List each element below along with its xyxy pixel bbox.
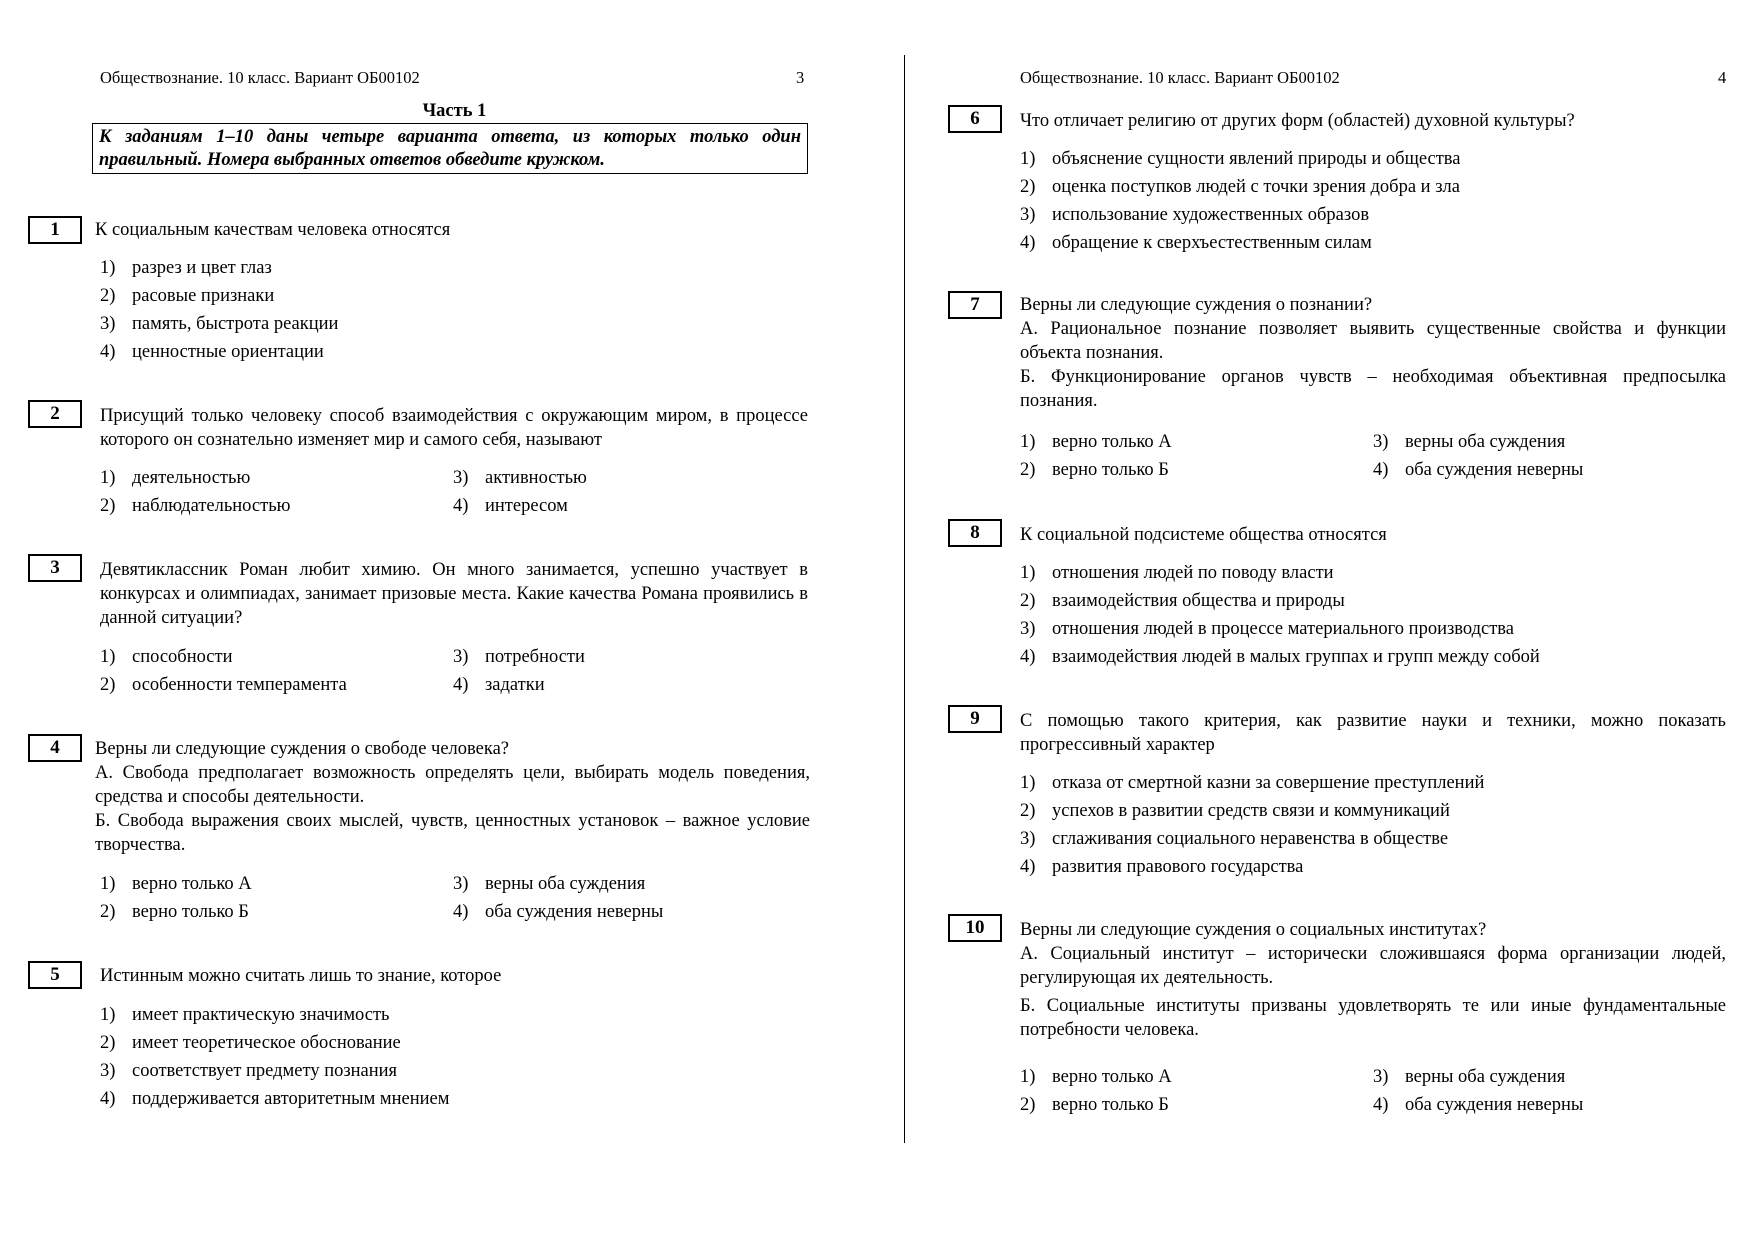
answer-option[interactable]: 1) отказа от смертной казни за совершение преступлений <box>1020 773 1485 793</box>
answers-3-col1 <box>100 645 420 697</box>
answer-option[interactable]: 3) верны оба суждения <box>453 874 646 894</box>
answer-option[interactable]: 2) верно только Б <box>1020 460 1169 480</box>
page-divider <box>904 55 905 1143</box>
question-number-3: 3 <box>28 554 82 582</box>
answer-option[interactable]: 4) ценностные ориентации <box>100 342 324 362</box>
answer-option[interactable]: 4) задатки <box>453 675 545 695</box>
answer-option[interactable]: 2) расовые признаки <box>100 286 275 306</box>
question-text-1: К социальным качествам человека относятся <box>95 220 451 240</box>
answers-2-col2 <box>453 466 793 518</box>
answer-option[interactable]: 1) способности <box>100 647 233 667</box>
answer-option[interactable]: 2) имеет теоретическое обоснование <box>100 1033 401 1053</box>
question-number-10: 10 <box>948 914 1002 942</box>
answers-3-col2 <box>453 645 793 697</box>
question-number-8: 8 <box>948 519 1002 547</box>
question-number-1: 1 <box>28 216 82 244</box>
question-text-7 <box>1020 293 1726 413</box>
answer-option[interactable]: 4) оба суждения неверны <box>453 902 664 922</box>
statement-a: А. Социальный институт – исторически сложившаяся форма организации людей, регулирующая их деятельность. <box>1020 944 1726 988</box>
statement-b: Б. Свобода выражения своих мыслей, чувств, ценностных установок – важное условие творчества. <box>95 811 810 855</box>
answer-option[interactable]: 4) интересом <box>453 496 568 516</box>
answer-option[interactable]: 1) объяснение сущности явлений природы и общества <box>1020 149 1461 169</box>
answer-option[interactable]: 3) использование художественных образов <box>1020 205 1370 225</box>
answer-option[interactable]: 3) потребности <box>453 647 585 667</box>
statement-b: Б. Функционирование органов чувств – необходимая объективная предпосылка познания. <box>1020 367 1726 411</box>
left-page-number: 3 <box>796 68 805 87</box>
answers-4-col1 <box>100 872 420 924</box>
statement-a: А. Свобода предполагает возможность определять цели, выбирать модель поведения, средства и способы деятельности. <box>95 763 810 807</box>
question-text-5: Истинным можно считать лишь то знание, которое <box>100 966 502 986</box>
answer-option[interactable]: 2) особенности темперамента <box>100 675 347 695</box>
question-number-6: 6 <box>948 105 1002 133</box>
right-page-number: 4 <box>1718 68 1727 87</box>
right-page-header: Обществознание. 10 класс. Вариант ОБ00102 <box>1020 68 1340 87</box>
statement-b: Б. Социальные институты призваны удовлетворять те или иные фундаментальные потребности человека. <box>1020 996 1726 1040</box>
answer-option[interactable]: 4) обращение к сверхъестественным силам <box>1020 233 1372 253</box>
answer-option[interactable]: 2) успехов в развитии средств связи и коммуникаций <box>1020 801 1450 821</box>
answer-option[interactable]: 3) соответствует предмету познания <box>100 1061 398 1081</box>
answer-option[interactable]: 1) верно только А <box>100 874 252 894</box>
answer-option[interactable]: 3) отношения людей в процессе материального производства <box>1020 619 1515 639</box>
answer-option[interactable]: 1) разрез и цвет глаз <box>100 258 272 278</box>
question-text-9: С помощью такого критерия, как развитие науки и техники, можно показать прогрессивный характер <box>1020 711 1726 755</box>
answer-option[interactable]: 2) верно только Б <box>1020 1095 1169 1115</box>
left-page-header: Обществознание. 10 класс. Вариант ОБ00102 <box>100 68 420 87</box>
part-title: Часть 1 <box>422 101 487 121</box>
answer-option[interactable]: 3) сглаживания социального неравенства в обществе <box>1020 829 1449 849</box>
answer-option[interactable]: 2) оценка поступков людей с точки зрения добра и зла <box>1020 177 1460 197</box>
question-lead: Верны ли следующие суждения о познании? <box>1020 295 1373 315</box>
question-lead: Верны ли следующие суждения о социальных институтах? <box>1020 920 1487 940</box>
answer-option[interactable]: 4) взаимодействия людей в малых группах и групп между собой <box>1020 647 1540 667</box>
answer-option[interactable]: 2) наблюдательностью <box>100 496 291 516</box>
answers-1 <box>100 256 800 364</box>
question-number-4: 4 <box>28 734 82 762</box>
answers-7-col2 <box>1373 430 1723 482</box>
question-number-2: 2 <box>28 400 82 428</box>
answer-option[interactable]: 1) имеет практическую значимость <box>100 1005 390 1025</box>
answer-option[interactable]: 1) деятельностью <box>100 468 251 488</box>
answer-option[interactable]: 3) активностью <box>453 468 587 488</box>
answer-option[interactable]: 4) развития правового государства <box>1020 857 1304 877</box>
question-number-9: 9 <box>948 705 1002 733</box>
answers-7-col1 <box>1020 430 1360 482</box>
answers-6 <box>1020 147 1726 255</box>
answer-option[interactable]: 1) отношения людей по поводу власти <box>1020 563 1334 583</box>
question-lead: Верны ли следующие суждения о свободе человека? <box>95 739 509 759</box>
question-number-7: 7 <box>948 291 1002 319</box>
answers-4-col2 <box>453 872 793 924</box>
answer-option[interactable]: 4) оба суждения неверны <box>1373 1095 1584 1115</box>
answer-option[interactable]: 2) взаимодействия общества и природы <box>1020 591 1345 611</box>
question-text-10 <box>1020 918 1726 1042</box>
answer-option[interactable]: 2) верно только Б <box>100 902 249 922</box>
answers-2-col1 <box>100 466 420 518</box>
question-text-6: Что отличает религию от других форм (областей) духовной культуры? <box>1020 111 1575 131</box>
answers-8 <box>1020 561 1726 669</box>
instruction-box: К заданиям 1–10 даны четыре варианта ответа, из которых только один правильный. Номера выбранных ответов обведите кружком. <box>92 123 808 174</box>
question-text-2: Присущий только человеку способ взаимодействия с окружающим миром, в процессе которого он сознательно изменяет мир и самого себя, называют <box>100 406 808 450</box>
question-text-3: Девятиклассник Роман любит химию. Он много занимается, успешно участвует в конкурсах и олимпиадах, занимает призовые места. Какие качества Романа проявились в данной ситуации? <box>100 560 808 628</box>
statement-a: А. Рациональное познание позволяет выявить существенные свойства и функции объекта познания. <box>1020 319 1726 363</box>
answers-10-col1 <box>1020 1065 1360 1117</box>
answer-option[interactable]: 4) оба суждения неверны <box>1373 460 1584 480</box>
answer-option[interactable]: 1) верно только А <box>1020 432 1172 452</box>
answer-option[interactable]: 3) верны оба суждения <box>1373 432 1566 452</box>
answer-option[interactable]: 4) поддерживается авторитетным мнением <box>100 1089 450 1109</box>
answer-option[interactable]: 1) верно только А <box>1020 1067 1172 1087</box>
answers-10-col2 <box>1373 1065 1723 1117</box>
answers-9 <box>1020 771 1726 879</box>
answers-5 <box>100 1003 800 1111</box>
answer-option[interactable]: 3) верны оба суждения <box>1373 1067 1566 1087</box>
answer-option[interactable]: 3) память, быстрота реакции <box>100 314 339 334</box>
question-text-8: К социальной подсистеме общества относятся <box>1020 525 1387 545</box>
question-text-4 <box>95 737 810 857</box>
question-number-5: 5 <box>28 961 82 989</box>
